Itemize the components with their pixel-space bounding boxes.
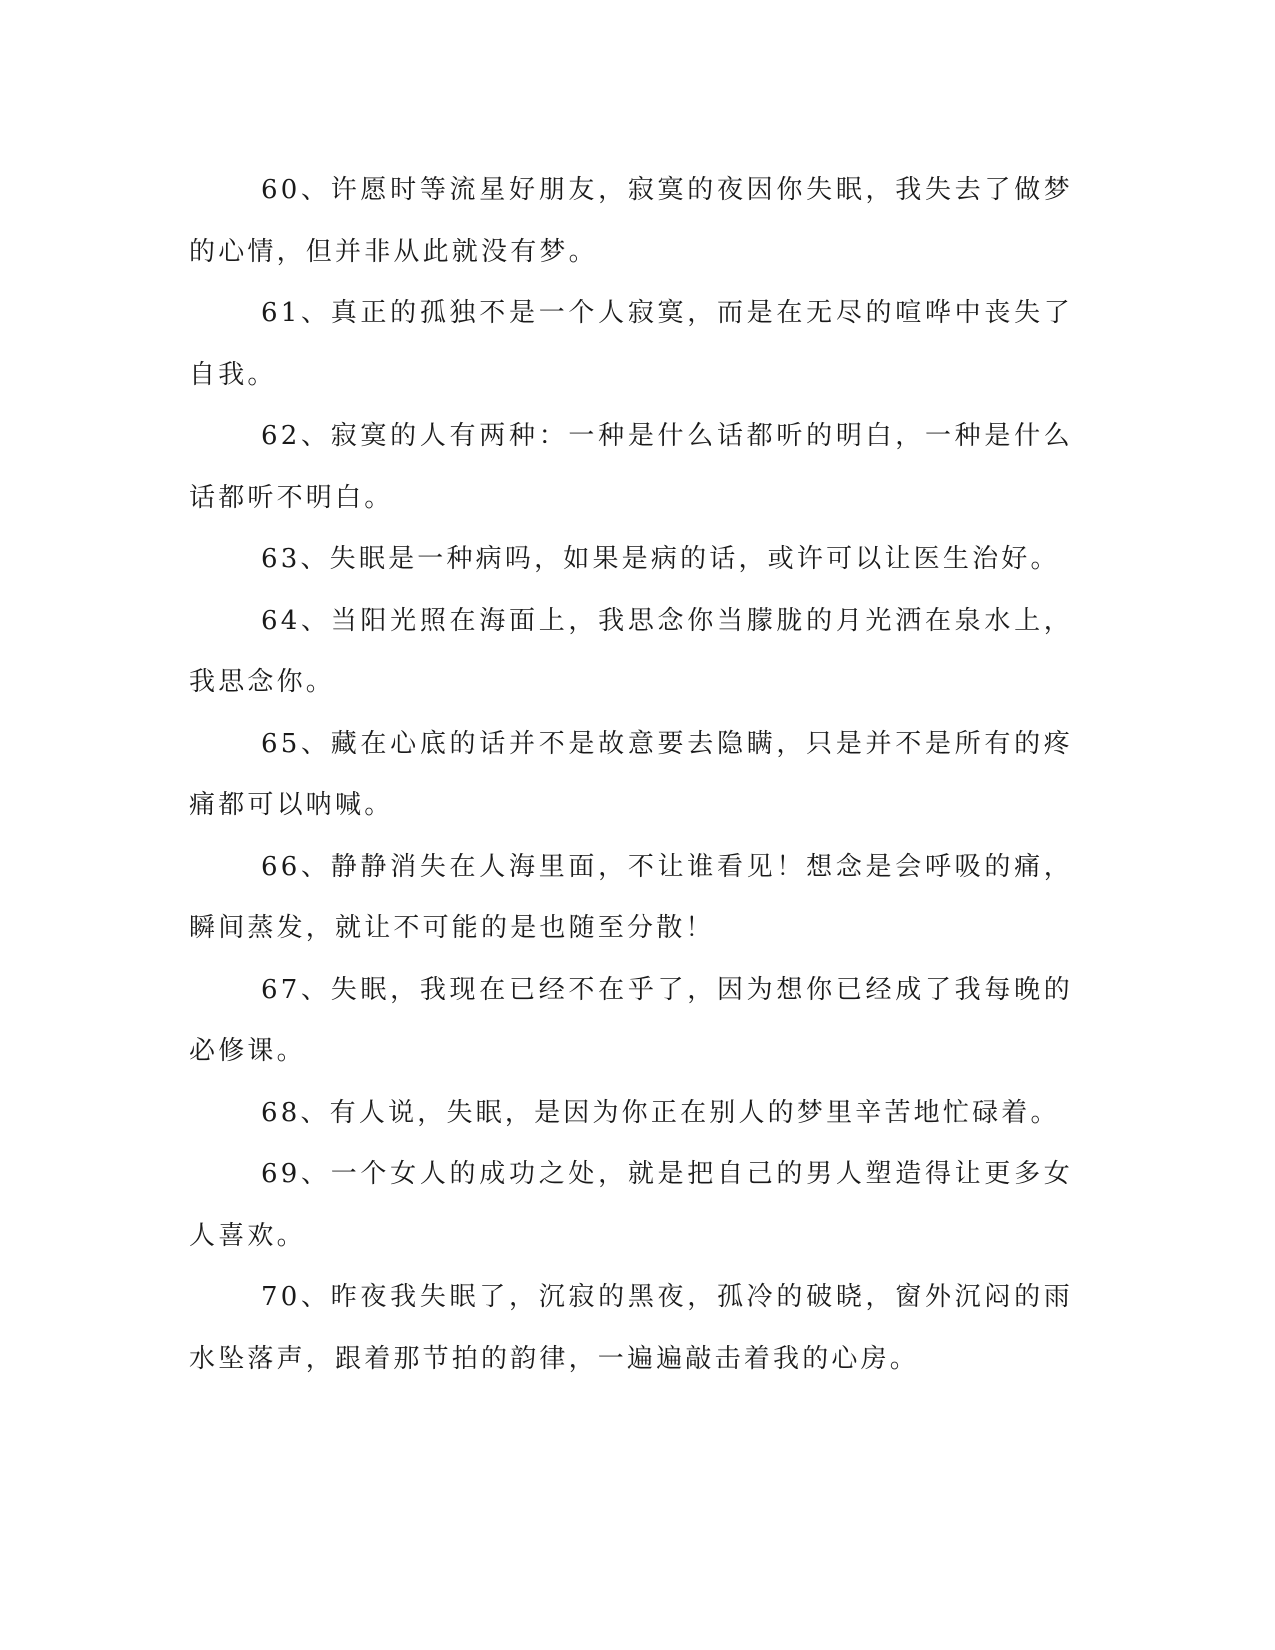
paragraph-68: 68、有人说，失眠，是因为你正在别人的梦里辛苦地忙碌着。 [261, 1097, 1060, 1128]
paragraph-70: 70、昨夜我失眠了，沉寂的黑夜，孤冷的破晓，窗外沉闷的雨水坠落声，跟着那节拍的韵律，一遍遍敲击着我的心房。 [189, 1282, 1073, 1374]
paragraph-64: 64、当阳光照在海面上，我思念你当朦胧的月光洒在泉水上，我思念你。 [189, 605, 1073, 697]
paragraph-62: 62、寂寞的人有两种：一种是什么话都听的明白，一种是什么话都听不明白。 [189, 421, 1073, 513]
paragraph-66: 66、静静消失在人海里面，不让谁看见！想念是会呼吸的痛，瞬间蒸发，就让不可能的是也随至分散！ [189, 851, 1073, 943]
paragraph-60: 60、许愿时等流星好朋友，寂寞的夜因你失眠，我失去了做梦的心情，但并非从此就没有梦。 [189, 175, 1073, 267]
paragraph-63: 63、失眠是一种病吗，如果是病的话，或许可以让医生治好。 [261, 544, 1060, 574]
paragraph-61: 61、真正的孤独不是一个人寂寞，而是在无尽的喧哗中丧失了自我。 [189, 298, 1073, 390]
document-body [189, 160, 1073, 1390]
paragraph-65: 65、藏在心底的话并不是故意要去隐瞒，只是并不是所有的疼痛都可以呐喊。 [189, 728, 1073, 820]
paragraph-69: 69、一个女人的成功之处，就是把自己的男人塑造得让更多女人喜欢。 [189, 1159, 1073, 1251]
paragraph-67: 67、失眠，我现在已经不在乎了，因为想你已经成了我每晚的必修课。 [189, 974, 1073, 1066]
